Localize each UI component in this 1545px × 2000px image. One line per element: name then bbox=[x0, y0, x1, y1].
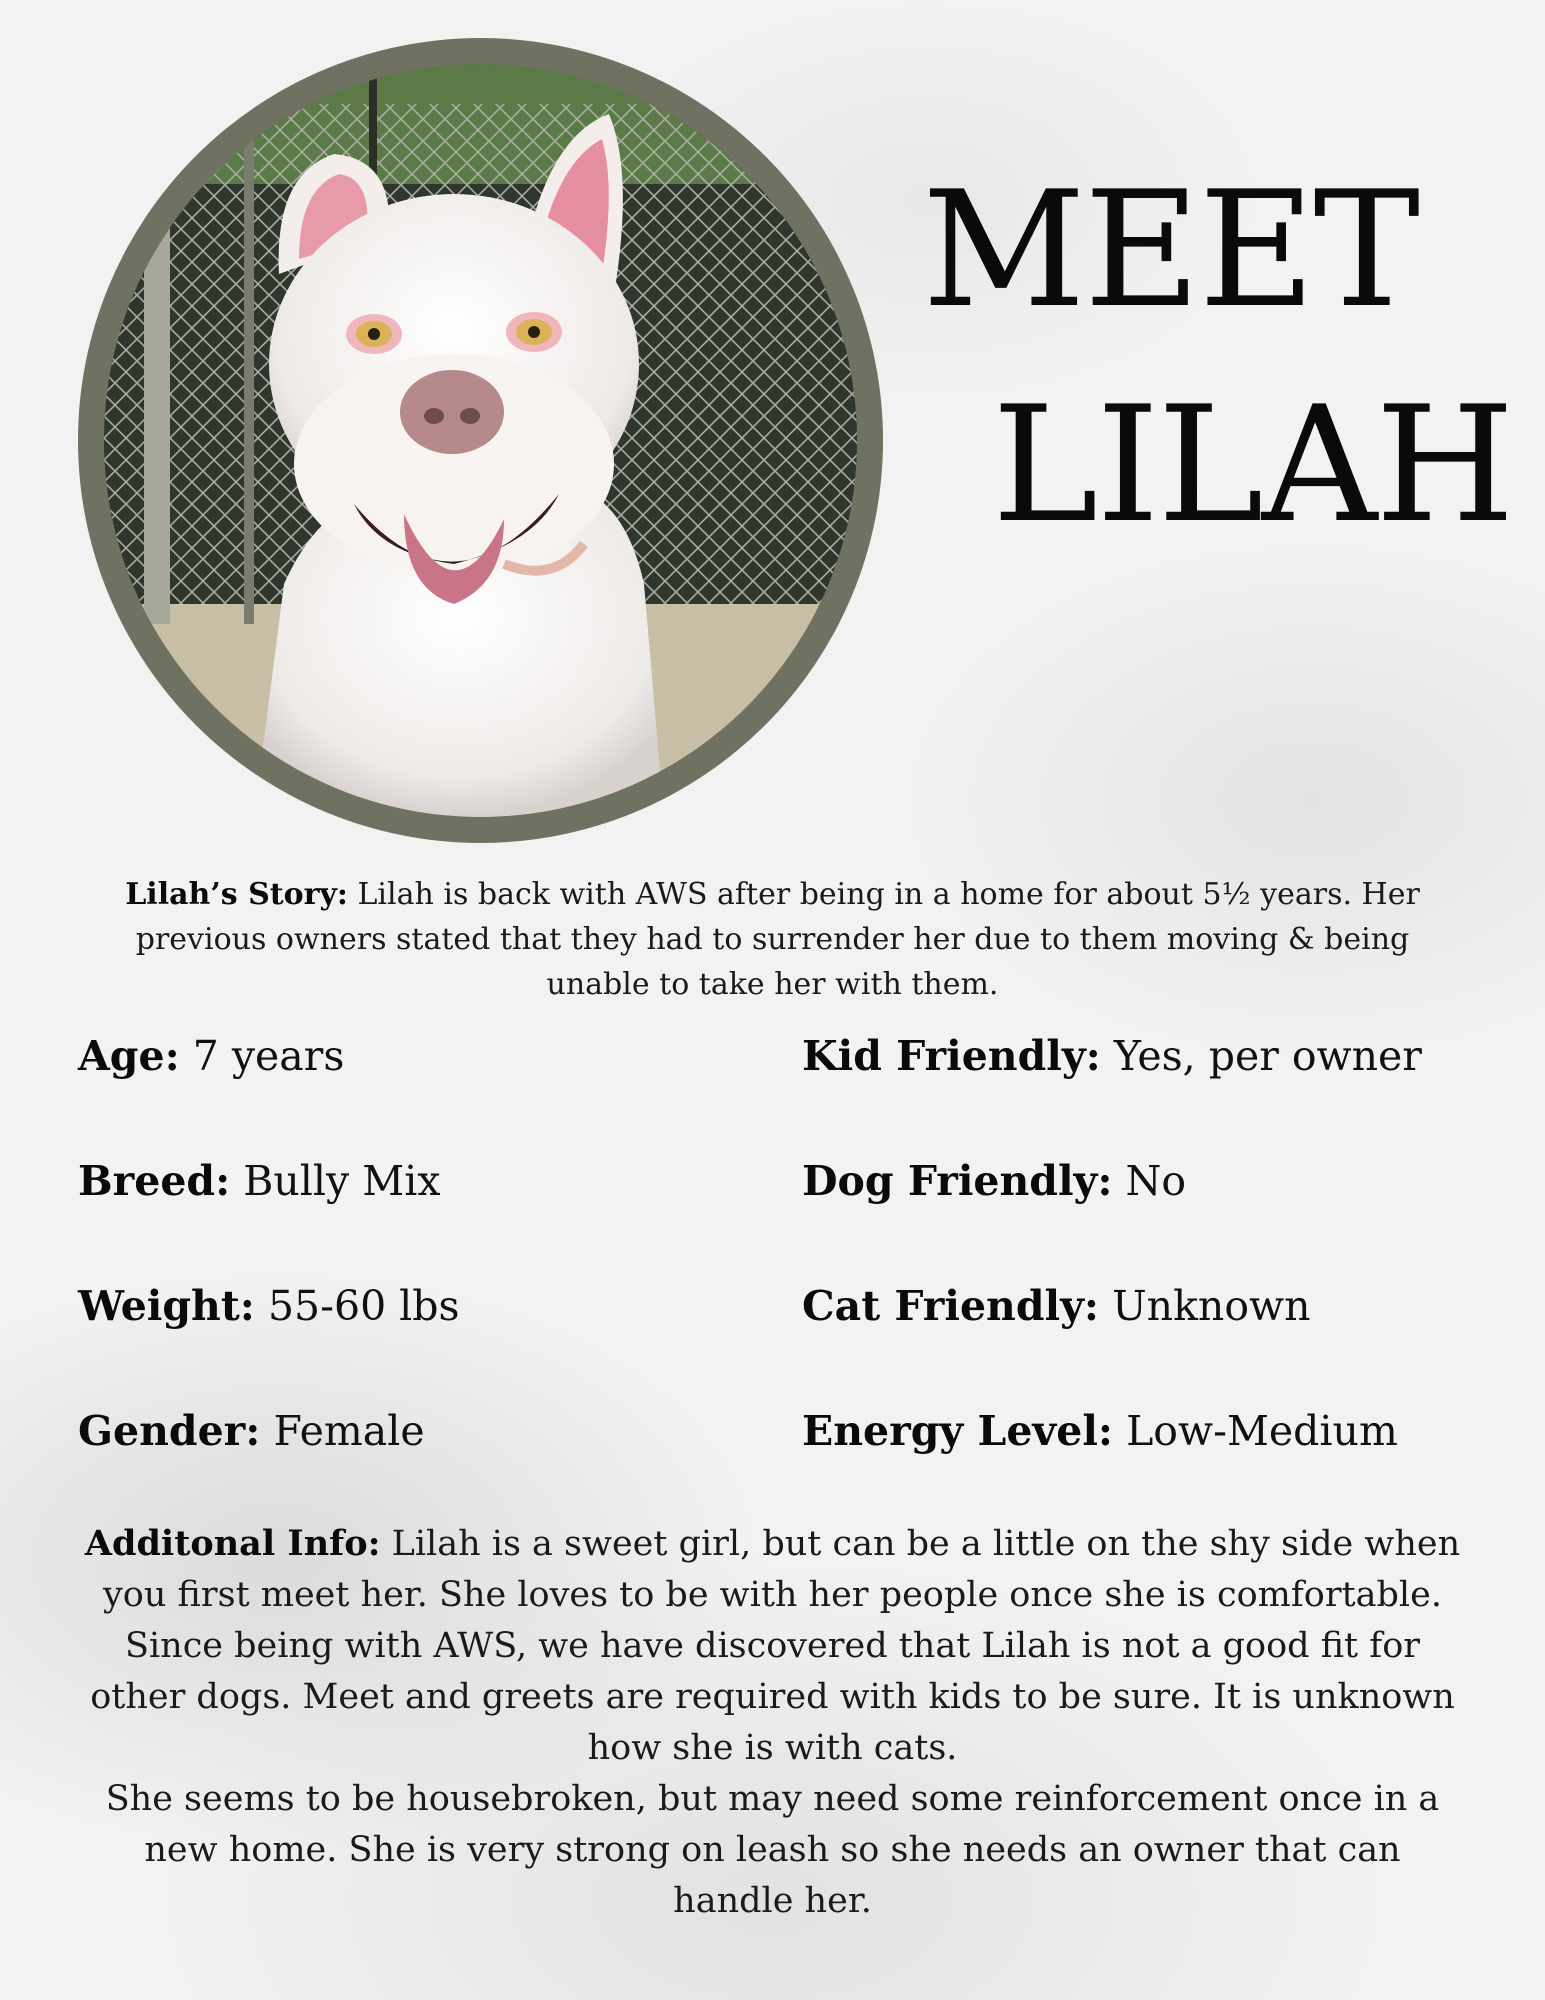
fact-value: 55-60 lbs bbox=[254, 1282, 460, 1330]
fact-label: Dog Friendly: bbox=[802, 1157, 1113, 1205]
fact-value: No bbox=[1112, 1157, 1187, 1205]
fact-label: Gender: bbox=[78, 1407, 261, 1455]
fact-age bbox=[78, 1034, 344, 1079]
page-title-line-2: LILAH bbox=[992, 371, 1513, 558]
fact-value: Yes, per owner bbox=[1100, 1032, 1422, 1080]
fact-label: Breed: bbox=[78, 1157, 231, 1205]
fact-value: Bully Mix bbox=[230, 1157, 441, 1205]
story-paragraph bbox=[110, 872, 1435, 1007]
additional-paragraph-3: She seems to be housebroken, but may need some reinforcement once in a new home. She is very strong on leash so she needs an owner that can handle her. bbox=[105, 1779, 1440, 1921]
additional-paragraph-2: Since being with AWS, we have discovered that Lilah is not a good fit for other dogs. Meet and greets are required with kids to be sure. It is unknown how she is with cats. bbox=[90, 1626, 1455, 1768]
fact-value: 7 years bbox=[179, 1032, 345, 1080]
fact-cat-friendly bbox=[802, 1284, 1311, 1329]
fact-value: Female bbox=[260, 1407, 425, 1455]
story-label: Lilah’s Story: bbox=[125, 877, 348, 912]
fact-label: Age: bbox=[78, 1032, 180, 1080]
additional-info bbox=[80, 1518, 1465, 1927]
fact-weight bbox=[78, 1284, 460, 1329]
fact-label: Cat Friendly: bbox=[802, 1282, 1100, 1330]
fact-value: Unknown bbox=[1099, 1282, 1311, 1330]
fact-label: Kid Friendly: bbox=[802, 1032, 1101, 1080]
fact-gender bbox=[78, 1409, 425, 1454]
fact-breed bbox=[78, 1159, 440, 1204]
fact-label: Energy Level: bbox=[802, 1407, 1114, 1455]
story-text: Lilah is back with AWS after being in a home for about 5½ years. Her previous owners stated that they had to surrender her due to them moving & being unable to take her with them. bbox=[135, 877, 1420, 1002]
photo-frame bbox=[78, 38, 883, 843]
fact-dog-friendly bbox=[802, 1159, 1186, 1204]
fact-kid-friendly bbox=[802, 1034, 1422, 1079]
additional-label: Additonal Info: bbox=[84, 1523, 381, 1564]
additional-text-1: Lilah is a sweet girl, but can be a little on the shy side when you first meet her. She loves to be with her people once she is comfortable. bbox=[103, 1524, 1461, 1615]
fact-energy-level bbox=[802, 1409, 1398, 1454]
additional-paragraph-1 bbox=[80, 1518, 1465, 1621]
fact-value: Low-Medium bbox=[1113, 1407, 1398, 1455]
fact-label: Weight: bbox=[78, 1282, 255, 1330]
dog-photo bbox=[104, 64, 857, 817]
page-title-line-1: MEET bbox=[922, 156, 1419, 343]
